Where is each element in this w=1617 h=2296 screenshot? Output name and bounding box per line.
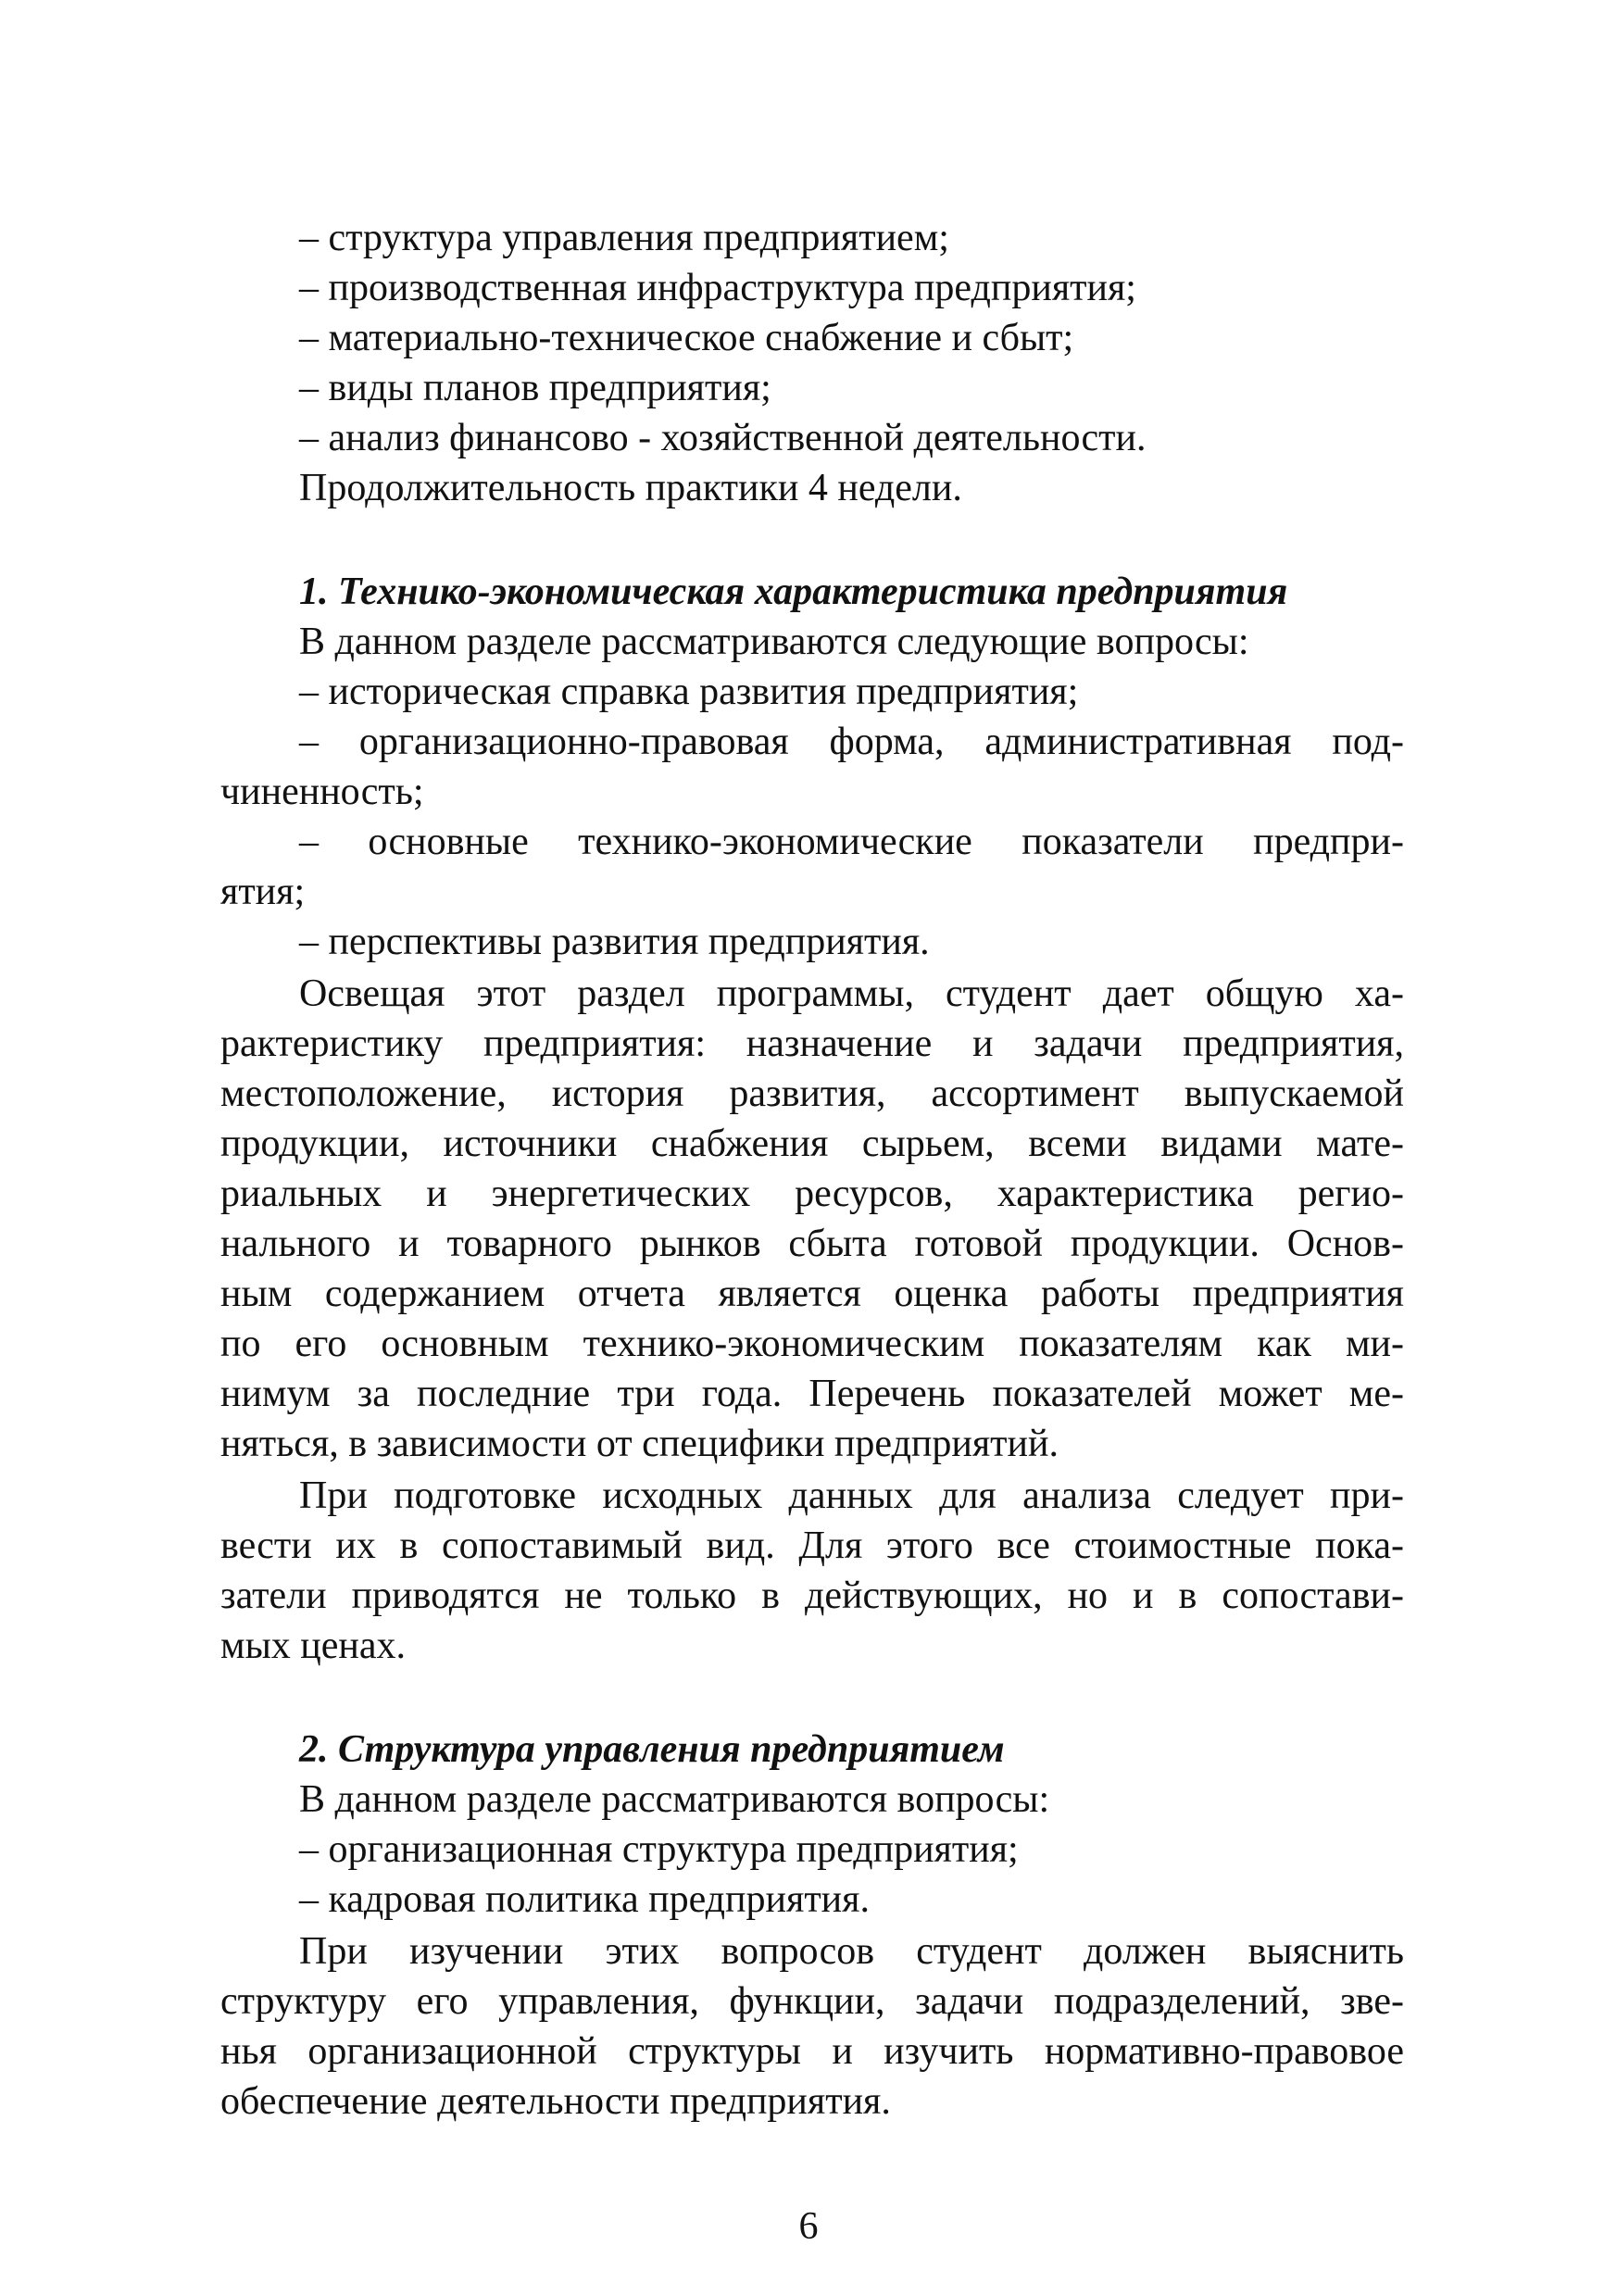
paragraph-line: рактеристику предприятия: назначение и задачи предприятия, bbox=[220, 1023, 1404, 1065]
list-item: – материально-техническое снабжение и сбыт; bbox=[299, 317, 1074, 359]
list-item: – перспективы развития предприятия. bbox=[299, 921, 930, 963]
section-2-intro: В данном разделе рассматриваются вопросы: bbox=[299, 1778, 1050, 1821]
list-item: – организационно-правовая форма, административная под- bbox=[299, 721, 1404, 763]
list-item: – историческая справка развития предприятия; bbox=[299, 671, 1079, 713]
paragraph-line: местоположение, история развития, ассортимент выпускаемой bbox=[220, 1073, 1404, 1115]
paragraph-line: Освещая этот раздел программы, студент дает общую ха- bbox=[299, 972, 1404, 1015]
list-item: – кадровая политика предприятия. bbox=[299, 1878, 870, 1921]
paragraph-line: нального и товарного рынков сбыта готовой продукции. Основ- bbox=[220, 1223, 1404, 1265]
paragraph-line: структуру его управления, функции, задачи подразделений, зве- bbox=[220, 1980, 1404, 2023]
section-2-heading: 2. Структура управления предприятием bbox=[299, 1728, 1005, 1771]
paragraph-line: При подготовке исходных данных для анализа следует при- bbox=[299, 1474, 1404, 1517]
paragraph-line: нья организационной структуры и изучить нормативно-правовое bbox=[220, 2030, 1404, 2073]
list-item: – анализ финансово - хозяйственной деятельности. bbox=[299, 417, 1147, 459]
paragraph-line: по его основным технико-экономическим показателям как ми- bbox=[220, 1323, 1404, 1365]
section-1-heading: 1. Технико-экономическая характеристика предприятия bbox=[299, 571, 1288, 613]
paragraph-line: няться, в зависимости от специфики предприятий. bbox=[220, 1423, 1059, 1465]
page-number: 6 bbox=[798, 2205, 819, 2248]
paragraph-line: продукции, источники снабжения сырьем, всеми видами мате- bbox=[220, 1123, 1404, 1165]
list-item-continuation: чиненность; bbox=[220, 771, 424, 813]
list-item: – производственная инфраструктура предприятия; bbox=[299, 267, 1136, 309]
list-item: – организационная структура предприятия; bbox=[299, 1828, 1019, 1871]
paragraph-line: обеспечение деятельности предприятия. bbox=[220, 2080, 891, 2123]
paragraph-line: риальных и энергетических ресурсов, характеристика регио- bbox=[220, 1173, 1404, 1215]
list-item-continuation: ятия; bbox=[220, 871, 306, 913]
paragraph-line: вести их в сопоставимый вид. Для этого все стоимостные пока- bbox=[220, 1524, 1404, 1567]
paragraph-line: нимум за последние три года. Перечень показателей может ме- bbox=[220, 1373, 1404, 1415]
list-item: – основные технико-экономические показатели предпри- bbox=[299, 821, 1404, 863]
paragraph-line: мых ценах. bbox=[220, 1625, 407, 1667]
duration-text: Продолжительность практики 4 недели. bbox=[299, 467, 962, 509]
list-item: – виды планов предприятия; bbox=[299, 367, 771, 409]
paragraph-line: При изучении этих вопросов студент должен выяснить bbox=[299, 1930, 1404, 1973]
paragraph-line: затели приводятся не только в действующих, но и в сопостави- bbox=[220, 1575, 1404, 1617]
list-item: – структура управления предприятием; bbox=[299, 217, 949, 259]
section-1-intro: В данном разделе рассматриваются следующие вопросы: bbox=[299, 621, 1249, 663]
paragraph-line: ным содержанием отчета является оценка работы предприятия bbox=[220, 1273, 1404, 1315]
